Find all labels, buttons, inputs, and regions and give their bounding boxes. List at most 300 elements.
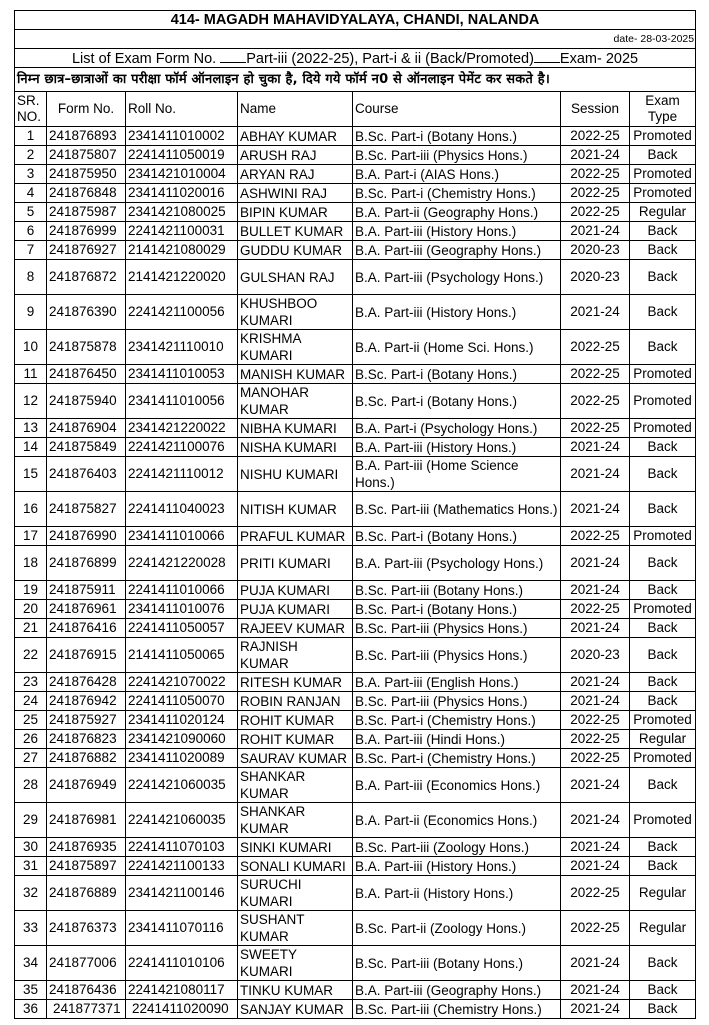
form-no-cell: 241876893 [47,127,126,146]
roll-no-cell: 2341411010002 [126,127,238,146]
session-cell: 2022-25 [561,384,630,419]
exam-type-cell: Regular [630,876,696,911]
session-cell: 2022-25 [561,911,630,946]
sr-no-cell: 14 [15,438,47,457]
session-cell: 2021-24 [561,438,630,457]
course-cell: B.Sc. Part-ii (Zoology Hons.) [353,911,561,946]
header-sr-no: SR. NO. [15,92,47,127]
name-cell: KRISHMA KUMARI [238,330,353,365]
list-heading-row [15,49,696,68]
exam-type-cell: Promoted [630,711,696,730]
exam-type-cell: Promoted [630,365,696,384]
course-cell: B.A. Part-i (Psychology Hons.) [353,419,561,438]
sr-no-cell: 10 [15,330,47,365]
exam-type-cell: Back [630,857,696,876]
table-row [15,419,696,438]
sr-no-cell: 35 [15,981,47,1000]
course-cell: B.Sc. Part-iii (Zoology Hons.) [353,838,561,857]
exam-type-cell: Regular [630,911,696,946]
table-row [15,203,696,222]
header-name: Name [238,92,353,127]
sr-no-cell: 4 [15,184,47,203]
exam-type-cell: Back [630,492,696,527]
form-no-cell: 241876848 [47,184,126,203]
name-cell: SINKI KUMARI [238,838,353,857]
course-cell: B.Sc. Part-i (Chemistry Hons.) [353,749,561,768]
exam-type-cell: Back [630,619,696,638]
table-row [15,730,696,749]
roll-no-cell: 2341411070116 [126,911,238,946]
name-cell: ROBIN RANJAN [238,692,353,711]
form-no-cell: 241876416 [47,619,126,638]
table-row [15,241,696,260]
sr-no-cell: 31 [15,857,47,876]
session-cell: 2022-25 [561,711,630,730]
form-no-cell: 241875807 [47,146,126,165]
form-no-cell: 241875987 [47,203,126,222]
sr-no-cell: 13 [15,419,47,438]
name-cell: NITISH KUMAR [238,492,353,527]
course-cell: B.A. Part-iii (History Hons.) [353,438,561,457]
sr-no-cell: 16 [15,492,47,527]
name-cell: SURUCHI KUMARI [238,876,353,911]
header-roll-no: Roll No. [126,92,238,127]
name-cell: BULLET KUMAR [238,222,353,241]
roll-no-cell: 2341421220022 [126,419,238,438]
form-no-cell: 241876942 [47,692,126,711]
roll-no-cell: 2341411020124 [126,711,238,730]
session-cell: 2021-24 [561,492,630,527]
session-cell: 2021-24 [561,857,630,876]
table-row [15,546,696,581]
course-cell: B.A. Part-ii (Economics Hons.) [353,803,561,838]
course-cell: B.Sc. Part-iii (Physics Hons.) [353,692,561,711]
roll-no-cell: 2241421080117 [126,981,238,1000]
exam-type-cell: Back [630,768,696,803]
form-no-cell: 241876949 [47,768,126,803]
exam-type-cell: Promoted [630,419,696,438]
name-cell: SANJAY KUMAR [238,1000,353,1019]
roll-no-cell: 2241411050057 [126,619,238,638]
course-cell: B.Sc. Part-iii (Mathematics Hons.) [353,492,561,527]
course-cell: B.Sc. Part-iii (Physics Hons.) [353,638,561,673]
name-cell: BIPIN KUMAR [238,203,353,222]
sr-no-cell: 12 [15,384,47,419]
name-cell: NISHA KUMARI [238,438,353,457]
course-cell: B.Sc. Part-i (Botany Hons.) [353,527,561,546]
table-row [15,803,696,838]
table-row [15,673,696,692]
course-cell: B.A. Part-iii (Home Science Hons.) [353,457,561,492]
sr-no-cell: 26 [15,730,47,749]
name-cell: SONALI KUMARI [238,857,353,876]
name-cell: ABHAY KUMAR [238,127,353,146]
list-heading [15,49,696,68]
form-no-cell: 241877371 [47,1000,126,1019]
sr-no-cell: 32 [15,876,47,911]
session-cell: 2021-24 [561,581,630,600]
sr-no-cell: 36 [15,1000,47,1019]
sr-no-cell: 30 [15,838,47,857]
form-no-cell: 241876935 [47,838,126,857]
name-cell: TINKU KUMAR [238,981,353,1000]
roll-no-cell: 2141421220020 [126,260,238,295]
course-cell: B.A. Part-iii (History Hons.) [353,857,561,876]
form-no-cell: 241876990 [47,527,126,546]
session-cell: 2021-24 [561,146,630,165]
form-no-cell: 241875878 [47,330,126,365]
roll-no-cell: 2241411050019 [126,146,238,165]
list-heading-prefix: List of Exam Form No. [71,50,217,67]
session-cell: 2022-25 [561,600,630,619]
form-no-cell: 241876999 [47,222,126,241]
header-course: Course [353,92,561,127]
roll-no-cell: 2341421010004 [126,165,238,184]
exam-type-cell: Back [630,946,696,981]
sr-no-cell: 20 [15,600,47,619]
list-heading-suffix: Exam- 2025 [559,50,639,67]
exam-form-list-sheet [14,10,695,1019]
name-cell: SWEETY KUMARI [238,946,353,981]
exam-type-cell: Back [630,146,696,165]
form-no-cell: 241875897 [47,857,126,876]
course-cell: B.Sc. Part-iii (Botany Hons.) [353,946,561,981]
roll-no-cell: 2341411010076 [126,600,238,619]
blank-underline [220,50,246,63]
name-cell: PUJA KUMARI [238,581,353,600]
name-cell: PUJA KUMARI [238,600,353,619]
roll-no-cell: 2241421100133 [126,857,238,876]
exam-type-cell: Back [630,260,696,295]
exam-type-cell: Back [630,692,696,711]
session-cell: 2021-24 [561,457,630,492]
session-cell: 2020-23 [561,241,630,260]
sr-no-cell: 24 [15,692,47,711]
session-cell: 2021-24 [561,546,630,581]
name-cell: ASHWINI RAJ [238,184,353,203]
name-cell: RAJNISH KUMAR [238,638,353,673]
course-cell: B.A. Part-iii (Psychology Hons.) [353,260,561,295]
session-cell: 2021-24 [561,981,630,1000]
form-no-cell: 241876428 [47,673,126,692]
table-row [15,1000,696,1019]
name-cell: SHANKAR KUMAR [238,803,353,838]
session-cell: 2022-25 [561,527,630,546]
form-no-cell: 241875849 [47,438,126,457]
form-no-cell: 241876927 [47,241,126,260]
table-row [15,165,696,184]
name-cell: SUSHANT KUMAR [238,911,353,946]
sr-no-cell: 1 [15,127,47,146]
course-cell: B.A. Part-iii (Geography Hons.) [353,981,561,1000]
course-cell: B.A. Part-i (AIAS Hons.) [353,165,561,184]
name-cell: KHUSHBOO KUMARI [238,295,353,330]
session-cell: 2021-24 [561,946,630,981]
form-no-cell: 241875950 [47,165,126,184]
exam-type-cell: Promoted [630,527,696,546]
exam-type-cell: Back [630,673,696,692]
session-cell: 2020-23 [561,638,630,673]
course-cell: B.A. Part-ii (Geography Hons.) [353,203,561,222]
table-row [15,492,696,527]
sr-no-cell: 25 [15,711,47,730]
table-row [15,184,696,203]
table-row [15,857,696,876]
course-cell: B.A. Part-iii (Hindi Hons.) [353,730,561,749]
table-row [15,876,696,911]
course-cell: B.Sc. Part-iii (Chemistry Hons.) [353,1000,561,1019]
name-cell: GULSHAN RAJ [238,260,353,295]
exam-type-cell: Back [630,241,696,260]
header-exam-type: Exam Type [630,92,696,127]
name-cell: MANISH KUMAR [238,365,353,384]
table-row [15,749,696,768]
session-cell: 2022-25 [561,730,630,749]
exam-type-cell: Promoted [630,384,696,419]
form-no-cell: 241875827 [47,492,126,527]
table-row [15,438,696,457]
title-row [15,11,696,30]
course-cell: B.Sc. Part-i (Chemistry Hons.) [353,184,561,203]
roll-no-cell: 2241421110012 [126,457,238,492]
exam-type-cell: Back [630,581,696,600]
college-title: 414- MAGADH MAHAVIDYALAYA, CHANDI, NALANDA [15,11,696,30]
roll-no-cell: 2241411050070 [126,692,238,711]
roll-no-cell: 2341411020016 [126,184,238,203]
roll-no-cell: 2341411010066 [126,527,238,546]
course-cell: B.Sc. Part-iii (Physics Hons.) [353,146,561,165]
form-no-cell: 241875927 [47,711,126,730]
session-cell: 2021-24 [561,1000,630,1019]
session-cell: 2021-24 [561,673,630,692]
exam-type-cell: Back [630,438,696,457]
roll-no-cell: 2241421060035 [126,768,238,803]
course-cell: B.A. Part-iii (History Hons.) [353,295,561,330]
table-row [15,692,696,711]
session-cell: 2021-24 [561,295,630,330]
session-cell: 2022-25 [561,330,630,365]
session-cell: 2021-24 [561,222,630,241]
roll-no-cell: 2241421060035 [126,803,238,838]
roll-no-cell: 2341421100146 [126,876,238,911]
table-row [15,222,696,241]
sr-no-cell: 6 [15,222,47,241]
table-row [15,457,696,492]
name-cell: PRITI KUMARI [238,546,353,581]
roll-no-cell: 2341421090060 [126,730,238,749]
header-form-no: Form No. [47,92,126,127]
session-cell: 2022-25 [561,365,630,384]
table-row [15,911,696,946]
exam-type-cell: Promoted [630,165,696,184]
exam-type-cell: Back [630,1000,696,1019]
exam-type-cell: Back [630,981,696,1000]
roll-no-cell: 2241421070022 [126,673,238,692]
hindi-notice: निम्न छात्र–छात्राओं का परीक्षा फॉर्म ऑनलाइन हो चुका है, दिये गये फॉर्म न0 से ऑनलाइन पेमेंट कर सकते है। [15,68,696,92]
roll-no-cell: 2241411010106 [126,946,238,981]
roll-no-cell: 2341411020089 [126,749,238,768]
column-header-row [15,92,696,127]
exam-type-cell: Promoted [630,749,696,768]
name-cell: ROHIT KUMAR [238,711,353,730]
roll-no-cell: 2241411010066 [126,581,238,600]
roll-no-cell: 2241421100031 [126,222,238,241]
blank-underline [534,50,560,63]
sr-no-cell: 33 [15,911,47,946]
table-row [15,711,696,730]
exam-type-cell: Back [630,222,696,241]
sr-no-cell: 23 [15,673,47,692]
form-no-cell: 241877006 [47,946,126,981]
sr-no-cell: 21 [15,619,47,638]
course-cell: B.Sc. Part-i (Botany Hons.) [353,384,561,419]
roll-no-cell: 2241421220028 [126,546,238,581]
session-cell: 2020-23 [561,260,630,295]
form-no-cell: 241876823 [47,730,126,749]
roll-no-cell: 2241421100076 [126,438,238,457]
table-row [15,365,696,384]
sr-no-cell: 29 [15,803,47,838]
exam-type-cell: Back [630,295,696,330]
form-no-cell: 241876899 [47,546,126,581]
exam-type-cell: Back [630,838,696,857]
form-no-cell: 241876436 [47,981,126,1000]
form-no-cell: 241876889 [47,876,126,911]
course-cell: B.Sc. Part-iii (Physics Hons.) [353,619,561,638]
exam-type-cell: Back [630,457,696,492]
course-cell: B.A. Part-iii (Economics Hons.) [353,768,561,803]
sr-no-cell: 7 [15,241,47,260]
form-no-cell: 241875911 [47,581,126,600]
sr-no-cell: 8 [15,260,47,295]
roll-no-cell: 2141421080029 [126,241,238,260]
name-cell: NISHU KUMARI [238,457,353,492]
form-no-cell: 241876872 [47,260,126,295]
exam-type-cell: Regular [630,203,696,222]
sr-no-cell: 28 [15,768,47,803]
session-cell: 2022-25 [561,127,630,146]
session-cell: 2021-24 [561,619,630,638]
hindi-notice-row [15,68,696,92]
table-row [15,330,696,365]
session-cell: 2021-24 [561,803,630,838]
document-date: date- 28-03-2025 [15,30,696,49]
exam-type-cell: Promoted [630,803,696,838]
form-no-cell: 241876403 [47,457,126,492]
exam-type-cell: Back [630,546,696,581]
exam-type-cell: Promoted [630,184,696,203]
table-row [15,527,696,546]
table-row [15,384,696,419]
session-cell: 2022-25 [561,419,630,438]
session-cell: 2022-25 [561,165,630,184]
course-cell: B.Sc. Part-i (Botany Hons.) [353,600,561,619]
course-cell: B.Sc. Part-i (Botany Hons.) [353,127,561,146]
name-cell: ARYAN RAJ [238,165,353,184]
roll-no-cell: 2341421110010 [126,330,238,365]
sr-no-cell: 11 [15,365,47,384]
table-row [15,768,696,803]
roll-no-cell: 2341411010053 [126,365,238,384]
name-cell: SHANKAR KUMAR [238,768,353,803]
session-cell: 2021-24 [561,838,630,857]
course-cell: B.A. Part-iii (Psychology Hons.) [353,546,561,581]
name-cell: RAJEEV KUMAR [238,619,353,638]
form-no-cell: 241876981 [47,803,126,838]
table-row [15,260,696,295]
roll-no-cell: 2341411010056 [126,384,238,419]
sr-no-cell: 2 [15,146,47,165]
table-row [15,295,696,330]
name-cell: RITESH KUMAR [238,673,353,692]
course-cell: B.A. Part-iii (English Hons.) [353,673,561,692]
form-no-cell: 241876450 [47,365,126,384]
session-cell: 2022-25 [561,876,630,911]
roll-no-cell: 2241421100056 [126,295,238,330]
sr-no-cell: 18 [15,546,47,581]
roll-no-cell: 2141411050065 [126,638,238,673]
table-row [15,146,696,165]
course-cell: B.Sc. Part-i (Botany Hons.) [353,365,561,384]
name-cell: SAURAV KUMAR [238,749,353,768]
table-row [15,127,696,146]
form-no-cell: 241876915 [47,638,126,673]
table-row [15,619,696,638]
name-cell: ROHIT KUMAR [238,730,353,749]
name-cell: PRAFUL KUMAR [238,527,353,546]
exam-type-cell: Back [630,638,696,673]
header-session: Session [561,92,630,127]
table-row [15,581,696,600]
form-no-cell: 241876882 [47,749,126,768]
name-cell: ARUSH RAJ [238,146,353,165]
session-cell: 2021-24 [561,768,630,803]
course-cell: B.A. Part-ii (Home Sci. Hons.) [353,330,561,365]
name-cell: MANOHAR KUMAR [238,384,353,419]
form-no-cell: 241876904 [47,419,126,438]
exam-type-cell: Regular [630,730,696,749]
roll-no-cell: 2241411040023 [126,492,238,527]
course-cell: B.A. Part-ii (History Hons.) [353,876,561,911]
course-cell: B.Sc. Part-iii (Botany Hons.) [353,581,561,600]
roll-no-cell: 2241411070103 [126,838,238,857]
sr-no-cell: 9 [15,295,47,330]
course-cell: B.Sc. Part-i (Chemistry Hons.) [353,711,561,730]
sr-no-cell: 15 [15,457,47,492]
name-cell: GUDDU KUMAR [238,241,353,260]
table-row [15,838,696,857]
exam-type-cell: Back [630,330,696,365]
exam-type-cell: Promoted [630,600,696,619]
form-no-cell: 241876390 [47,295,126,330]
sr-no-cell: 27 [15,749,47,768]
session-cell: 2022-25 [561,749,630,768]
date-row [15,30,696,49]
table-row [15,638,696,673]
sr-no-cell: 3 [15,165,47,184]
form-no-cell: 241876961 [47,600,126,619]
table-row [15,600,696,619]
session-cell: 2022-25 [561,184,630,203]
roll-no-cell: 2241411020090 [126,1000,238,1019]
roll-no-cell: 2341421080025 [126,203,238,222]
course-cell: B.A. Part-iii (Geography Hons.) [353,241,561,260]
sr-no-cell: 5 [15,203,47,222]
sr-no-cell: 19 [15,581,47,600]
form-no-cell: 241876373 [47,911,126,946]
sr-no-cell: 17 [15,527,47,546]
course-cell: B.A. Part-iii (History Hons.) [353,222,561,241]
